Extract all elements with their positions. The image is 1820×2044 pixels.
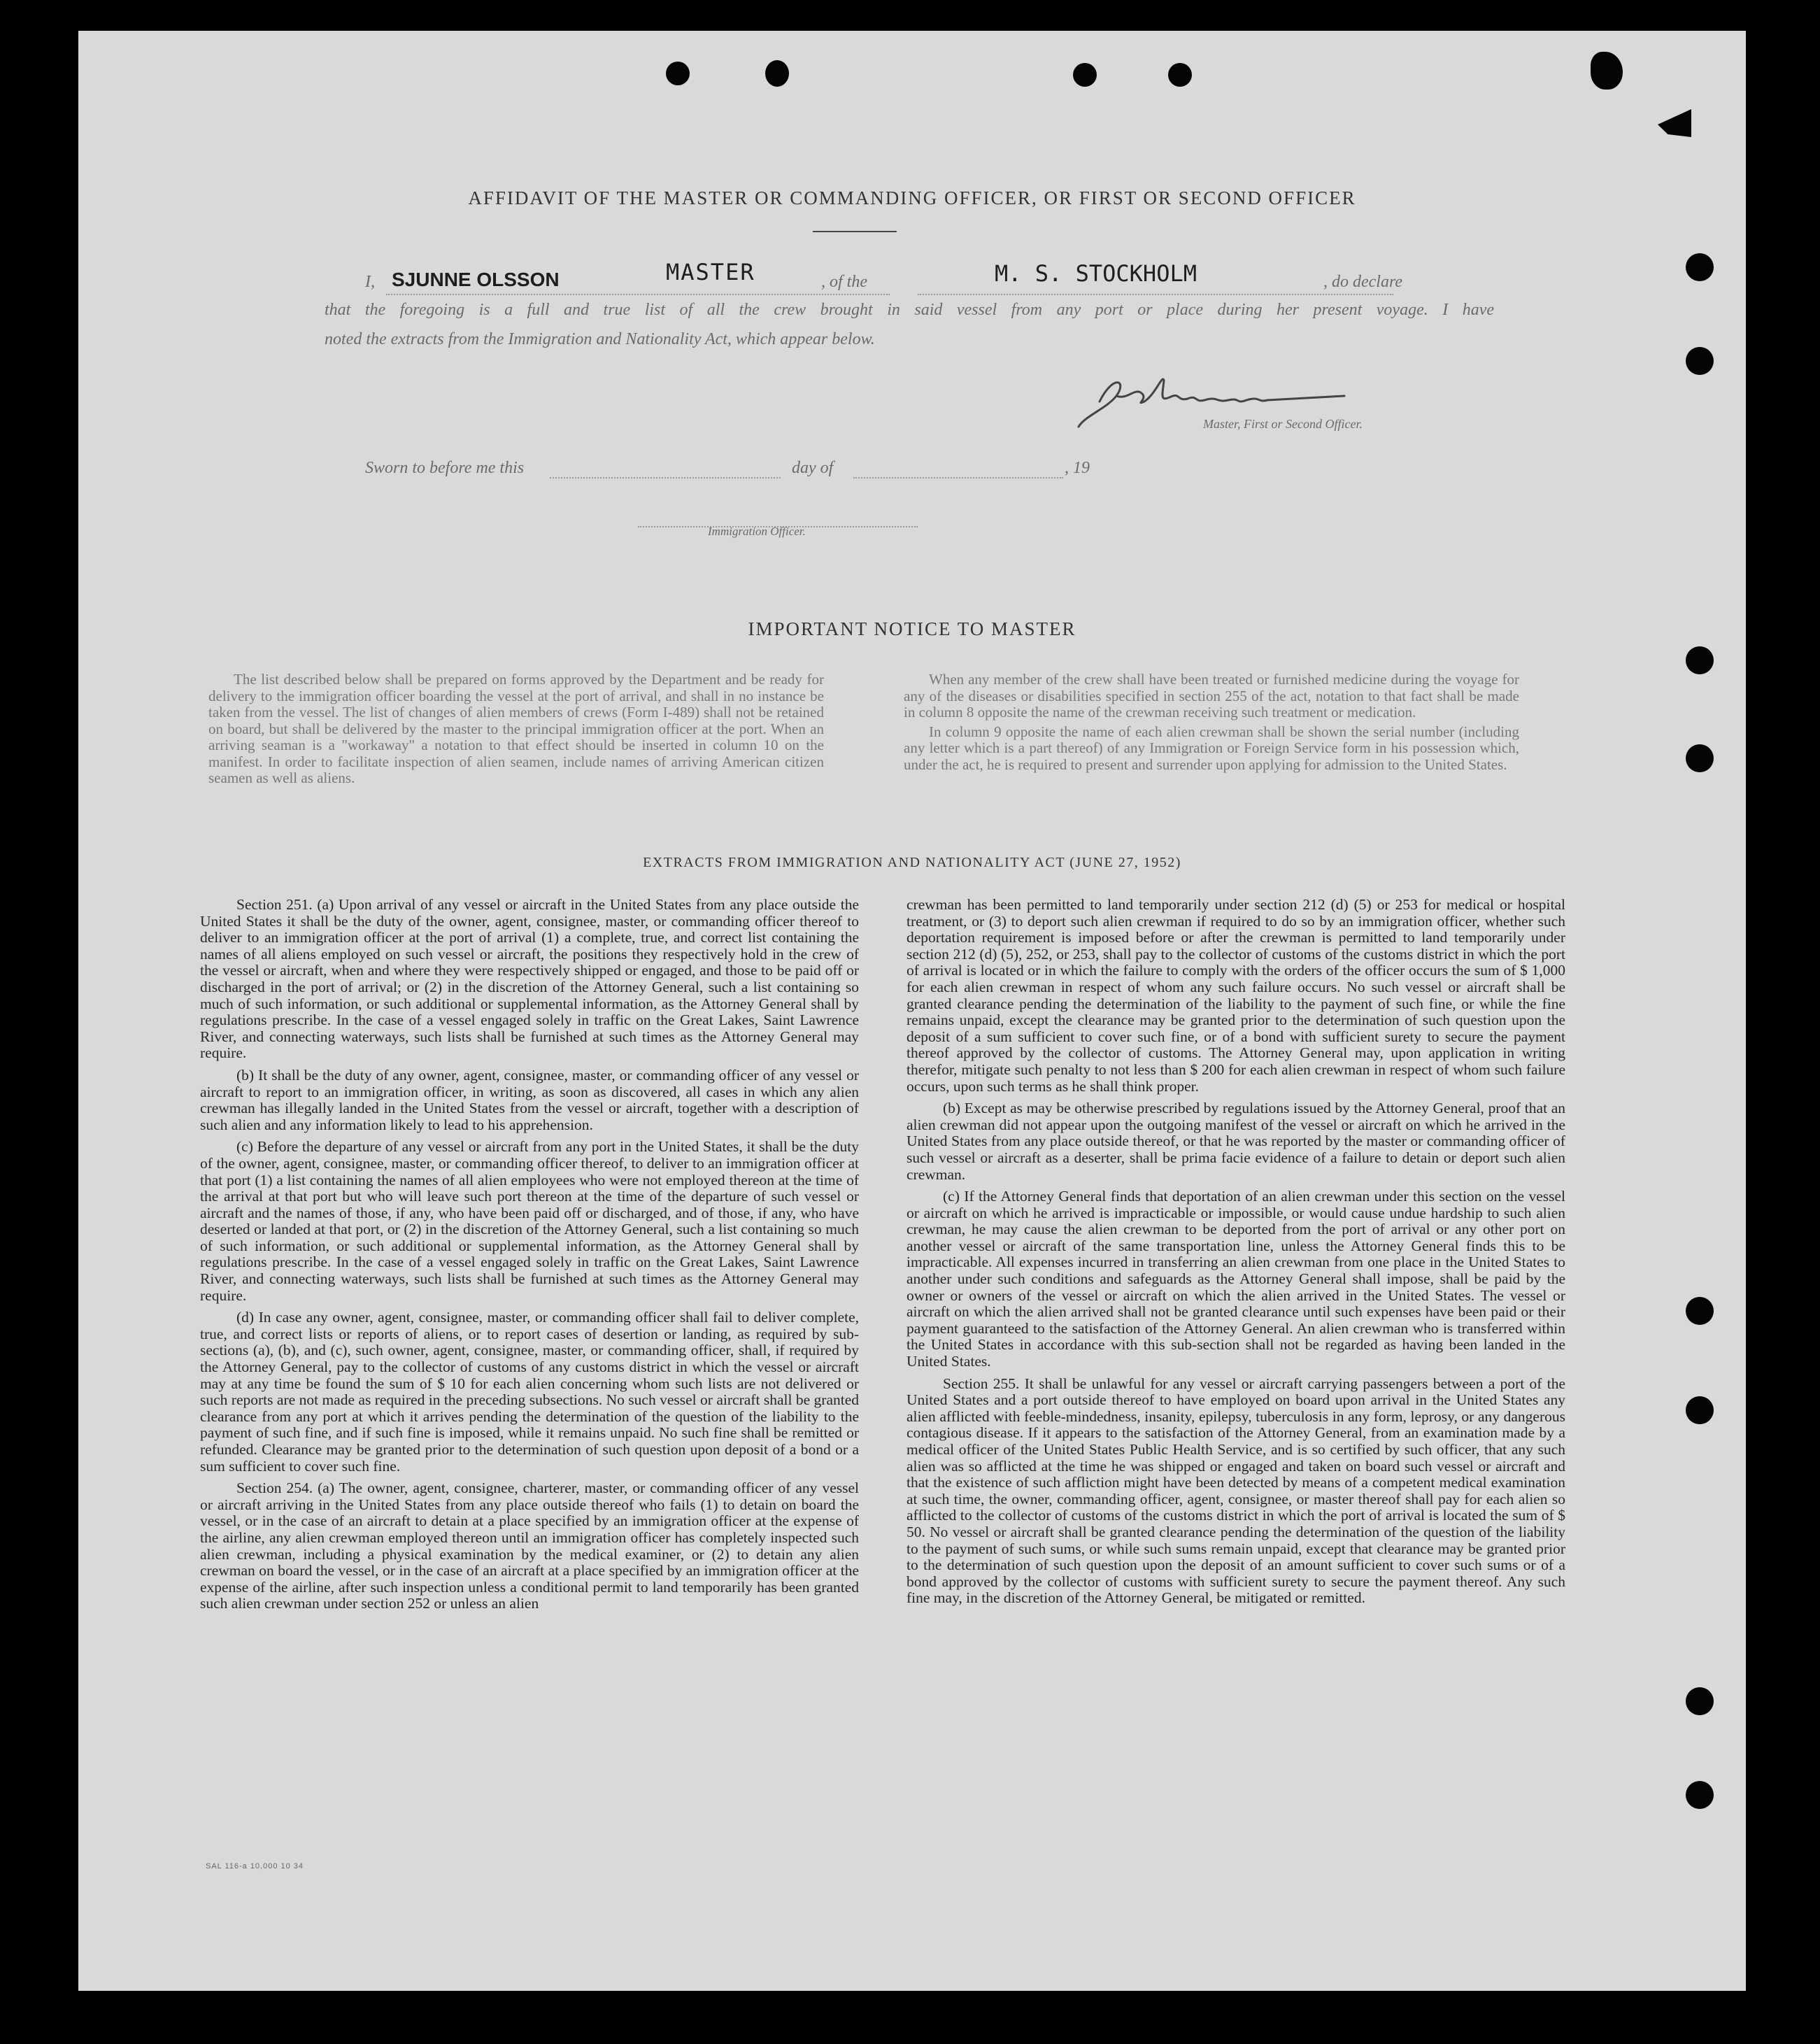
section-251a: Section 251. (a) Upon arrival of any vessel or aircraft in the United States from any place outside the United States it shall be the duty of the owner, agent, consignee, master, or commanding officer thereof to deliver to an immigration officer at the port of arrival (1) a complete, true, and correct list containing the names of all aliens employed on such vessel or aircraft, the positions they respectively hold in the crew of the vessel or aircraft, when and where they were respectively shipped or engaged, and those to be paid off or discharged in the port of arrival; or (2) in the discretion of the Attorney General, such a list containing so much of such information, or such additional or supplemental information, as the Attorney General shall by regulations prescribe. In the case of a vessel engaged solely in traffic on the Great Lakes, Saint Lawrence River, and connecting waterways, such lists shall be furnished at such times as the Attorney General may require. <box>200 896 859 1062</box>
vessel-line <box>918 294 1393 295</box>
section-254a-cont: crewman has been permitted to land temporarily under section 212 (d) (5) or 253 for medical or hospital treatment, or (3) to deport such alien crewman if required to do so by an immigration officer, whether such deportation requirement is imposed before or after the crewman is permitted to land temporarily under section 212 (d) (5), 252, or 253, shall pay to the collector of customs of the customs district in which the port of arrival is located or in which the failure to comply with the orders of the officer occurs the sum of $ 1,000 for each alien crewman in respect of whom any such failure occurs. No such vessel or aircraft shall be granted clearance pending the determination of the liability to the payment of such fine, or while the fine remains unpaid, except the clearance may be granted prior to the determination of such question upon the deposit of a sum sufficient to cover such fine, or of a bond with sufficient surety to secure the payment thereof approved by the collector of customs. The Attorney General may, upon application in writing therefor, mitigate such penalty to not less than $ 200 for each alien crewman in respect of whom such failure occurs, upon such terms as he shall think proper. <box>907 896 1565 1095</box>
name-line <box>386 294 890 295</box>
punch-hole <box>1686 1297 1714 1325</box>
punch-hole <box>1686 1687 1714 1715</box>
section-254c: (c) If the Attorney General finds that deportation of an alien crewman under this section on the vessel or aircraft on which he arrived is impracticable or impossible, or would cause undue hardship to such alien crewman, he may cause the alien crewman to be deported from the port of arrival or any other port on another vessel or aircraft of the same transportation line, unless the Attorney General finds this to be impracticable. All expenses incurred in transferring an alien crewman from one place in the United States to another under such conditions and safeguards as the Attorney General shall impose, shall be paid by the owner or owners of the vessel or aircraft on which the alien arrived in the United States. The vessel or aircraft on which the alien arrived shall not be granted clearance until such expenses have been paid or their payment guaranteed to the satisfaction of the Attorney General. An alien crewman who is transferred within the United States in accordance with this sub-section shall not be regarded as having been landed in the United States. <box>907 1188 1565 1370</box>
notice-left-text: The list described below shall be prepared on forms approved by the Department and be ready for delivery to the immigration officer boarding the vessel at the port of arrival, and shall in no instance be taken from the vessel. The list of changes of alien members of crews (Form I-489) shall not be retained on board, but shall be delivered by the master to the principal immigration officer at the port. When an arriving seaman is a "workaway" a notation to that effect should be inserted in column 10 on the manifest. In order to facilitate inspection of alien seamen, include names of arriving American citizen seamen as well as aliens. <box>208 671 824 786</box>
section-255: Section 255. It shall be unlawful for any vessel or aircraft carrying passengers between a port of the United States and a port outside thereof to have employed on board upon arrival in the United States any alien afflicted with feeble-mindedness, insanity, epilepsy, tuberculosis in any form, leprosy, or any dangerous contagious disease. If it appears to the satisfaction of the Attorney General, from an examination made by a medical officer of the United States Public Health Service, and is so certified by such officer, that any such alien was so afflicted at the time he was shipped or engaged and taken on board such vessel or aircraft and that the existence of such affliction might have been detected by means of a competent medical examination at such time, the owner, commanding officer, agent, consignee, or master thereof shall pay for each alien so afflicted to the collector of customs of the customs district in which the port of arrival is located the sum of $ 50. No vessel or aircraft shall be granted clearance pending the determination of the question of the liability to the payment of such sums, or while such sums remain unpaid, except that clearance may be granted prior to the determination of such question upon the deposit of an amount sufficient to cover such sums or of a bond approved by the collector of customs with sufficient surety to secure the payment thereof. Any such fine may, in the discretion of the Attorney General, be mitigated or remitted. <box>907 1375 1565 1607</box>
extracts-heading: EXTRACTS FROM IMMIGRATION AND NATIONALITY ACT (JUNE 27, 1952) <box>643 855 1181 870</box>
punch-hole <box>1686 744 1714 772</box>
notice-right <box>904 672 1519 776</box>
vessel-name: M. S. STOCKHOLM <box>995 260 1197 287</box>
of-the-label: , of the <box>821 273 867 291</box>
officer-caption: Immigration Officer. <box>708 525 806 538</box>
notice-right-p1: When any member of the crew shall have been treated or furnished medicine during the voyage for any of the diseases or disabilities specified in section 255 of the act, notation to that fact shall be made in column 8 opposite the name of the crewman receiving such treatment or medication. <box>904 671 1519 721</box>
notice-heading: IMPORTANT NOTICE TO MASTER <box>748 618 1076 639</box>
signature-caption: Master, First or Second Officer. <box>1203 417 1363 431</box>
punch-hole <box>1686 347 1714 375</box>
punch-hole <box>1168 63 1192 87</box>
sworn-day-line <box>550 477 781 478</box>
notice-left <box>208 672 824 790</box>
punch-hole <box>1686 1781 1714 1809</box>
section-251c: (c) Before the departure of any vessel or aircraft from any port in the United States, it shall be the duty of the owner, agent, consignee, master, or commanding officer thereof, to deliver to an immigration officer at that port (1) a list containing the names of all alien employees who were not employed thereon at the time of the arrival at that port but who will leave such port thereon at the time of the departure of such vessel or aircraft and the names of those, if any, who have been paid off or discharged, and of those, if any, who have deserted or landed at that port, or (2) in the discretion of the Attorney General, such a list containing so much of such information, or such additional or supplemental information, as the Attorney General shall by regulations prescribe. In the case of a vessel engaged solely in traffic on the Great Lakes, Saint Lawrence River, and connecting waterways, such lists shall be furnished at such times as the Attorney General may require. <box>200 1138 859 1304</box>
section-251b: (b) It shall be the duty of any owner, agent, consignee, master, or commanding officer of any vessel or aircraft to report to an immigration officer, in writing, as soon as discovered, all cases in which any alien crewman has illegally landed in the United States from the vessel or aircraft, together with a description of such alien and any information likely to lead to his apprehension. <box>200 1066 859 1133</box>
do-declare-label: , do declare <box>1323 273 1403 291</box>
document-page <box>78 31 1746 1991</box>
notice-right-p2: In column 9 opposite the name of each alien crewman shall be shown the serial number (including any letter which is a part thereof) of any Immigration or Foreign Service form in his possession which, under the act, he is required to present and surrender upon applying for admission to the United States. <box>904 723 1519 773</box>
section-254b: (b) Except as may be otherwise prescribed by regulations issued by the Attorney General, proof that an alien crewman did not appear upon the outgoing manifest of the vessel or aircraft on which he arrived in the United States from any place outside thereof, or that he was reported by the master or commanding officer of such vessel or aircraft as a deserter, shall be prima facie evidence of a failure to detain or deport such alien crewman. <box>907 1100 1565 1183</box>
extracts-right-column <box>907 897 1565 1612</box>
day-of-label: day of <box>792 459 834 477</box>
declaration-i: I, <box>365 273 375 291</box>
punch-hole <box>1686 1396 1714 1424</box>
punch-hole <box>666 62 690 85</box>
declaration-line-3: noted the extracts from the Immigration and Nationality Act, which appear below. <box>325 330 875 348</box>
declaration-line-2: that the foregoing is a full and true list of all the crew brought in said vessel from any port or place during her present voyage. I have <box>325 301 1494 319</box>
punch-hole <box>1686 646 1714 674</box>
form-code: SAL 116-a 10,000 10 34 <box>206 1862 304 1871</box>
affidavit-title: AFFIDAVIT OF THE MASTER OR COMMANDING OFFICER, OR FIRST OR SECOND OFFICER <box>468 187 1356 208</box>
section-254a: Section 254. (a) The owner, agent, consignee, charterer, master, or commanding officer of any vessel or aircraft arriving in the United States from any place outside thereof who fails (1) to detain on board the vessel, or in the case of an aircraft to detain at a place specified by an immigration officer at the expense of the airline, any alien crewman employed thereon until an immigration officer has completely inspected such alien crewman, including a physical examination by the medical examiner, or (2) to detain any alien crewman on board the vessel, or in the case of an aircraft at a place specified by an immigration officer at the expense of the airline, after such inspection unless a conditional permit to land temporarily has been granted such alien crewman under section 252 or unless an alien <box>200 1479 859 1612</box>
sworn-month-line <box>853 477 1063 478</box>
rank-value: MASTER <box>666 259 755 285</box>
title-rule <box>813 231 897 232</box>
master-name: SJUNNE OLSSON <box>392 269 560 290</box>
extracts-left-column <box>200 897 859 1618</box>
sworn-label: Sworn to before me this <box>365 459 525 477</box>
year-label: , 19 <box>1065 459 1090 477</box>
punch-hole <box>1686 253 1714 281</box>
torn-corner-mark <box>1658 109 1691 137</box>
section-251d: (d) In case any owner, agent, consignee, master, or commanding officer shall fail to deliver complete, true, and correct lists or reports of aliens, or to report cases of desertion or landing, as required by sub-sections (a), (b), and (c), such owner, agent, consignee, master, or commanding officer, shall, if required by the Attorney General, pay to the collector of customs of any customs district in which the vessel or aircraft may at any time be found the sum of $ 10 for each alien concerning whom such lists are not delivered or such reports are not made as required in the preceding subsections. No such vessel or aircraft shall be granted clearance from any port at which it arrives pending the determination of the question of the liability to the payment of such fine, and if such fine is imposed, while it remains unpaid. No such fine shall be remitted or refunded. Clearance may be granted prior to the determination of such question upon deposit of a bond or a sum sufficient to cover such fine. <box>200 1309 859 1475</box>
punch-hole <box>765 60 789 87</box>
torn-corner-mark <box>1591 52 1623 90</box>
punch-hole <box>1073 63 1097 87</box>
